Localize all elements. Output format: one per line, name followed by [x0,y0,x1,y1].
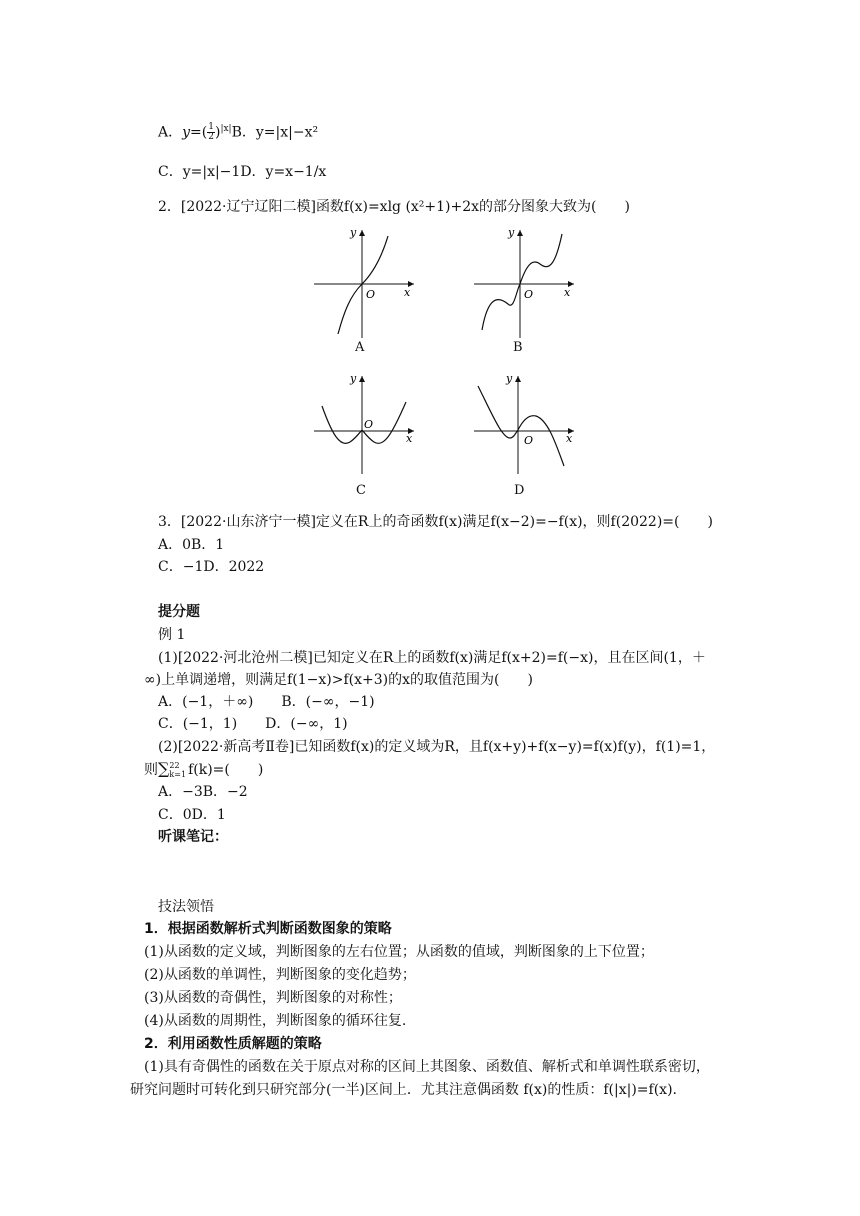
ex1-part2-suffix: f(k)=( ) [188,762,264,778]
graph-b [470,222,580,340]
graph-d-y-label: y [506,372,513,385]
graph-d [470,368,580,478]
graph-a [310,222,420,340]
tips-heading-2: 2．利用函数性质解题的策略 [144,1036,322,1052]
sum-upper: 22 [169,761,180,770]
q2-stem [158,198,630,216]
graph-d-x-label: x [566,432,573,445]
q3-option-c-d: C．−1D．2022 [158,559,265,575]
tips-item-4: (4)从函数的周期性，判断图象的循环往复. [144,1013,407,1029]
graph-d-label: D [514,483,525,498]
q2-source: [2022·辽宁辽阳二模] [180,199,316,215]
ex1-part2-line2: 则∑ 22 k=1 f(k)=( ) [144,759,264,779]
tips-para-2: 研究问题时可转化到只研究部分(一半)区间上．尤其注意偶函数 f(x)的性质：f(|x|)=f(x). [130,1082,677,1098]
graph-a-origin: O [366,288,376,301]
tips-item-1: (1)从函数的定义域，判断图象的左右位置；从函数的值域，判断图象的上下位置； [144,944,654,960]
q3-option-a-b: A．0B．1 [158,537,225,553]
ex1-part1-options-ab: A．(−1，＋∞) B．(−∞，−1) [158,694,375,710]
tips-heading: 技法领悟 [158,899,214,915]
tips-item-2: (2)从函数的单调性，判断图象的变化趋势； [144,967,416,983]
ex1-part2-options-cd: C．0D．1 [158,807,226,823]
ex1-part1-line2: ∞)上单调递增，则满足f(1−x)>f(x+3)的x的取值范围为( ) [144,672,533,688]
graph-c-x-label: x [406,432,413,445]
graph-c-origin: O [364,418,374,431]
q1-option-c-d: C．y=|x|−1D．y=x−1/x [158,164,327,180]
q1-option-a-label: A． [158,124,183,141]
tips-heading-1: 1．根据函数解析式判断函数图象的策略 [144,921,392,937]
ex1-part1-line1: (1)[2022·河北沧州二模]已知定义在R上的函数f(x)满足f(x+2)=f(−x)，且在区间(1，＋ [158,650,706,666]
ex1-part2-line1: (2)[2022·新高考Ⅱ卷]已知函数f(x)的定义域为R，且f(x+y)+f(x−y)=f(x)f(y)，f(1)=1， [158,739,716,755]
graph-a-x-label: x [404,286,411,299]
graph-b-origin: O [524,288,534,301]
ex1-part2-prefix: 则 [144,762,158,778]
tips-item-3: (3)从函数的奇偶性，判断图象的对称性； [144,990,402,1006]
graph-d-origin: O [524,434,534,447]
notes-label: 听课笔记： [158,829,228,845]
sum-lower: k=1 [169,770,187,779]
graph-b-label: B [513,340,523,355]
graph-c-y-label: y [350,372,357,385]
q2-text: 函数f(x)=xlg (x²+1)+2x的部分图象大致为( ) [315,199,630,215]
graph-a-y-label: y [350,226,357,239]
tips-para-1: (1)具有奇偶性的函数在关于原点对称的区间上其图象、函数值、解析式和单调性联系密切， [144,1059,710,1075]
section-title: 提分题 [158,604,200,620]
graph-b-y-label: y [508,226,515,239]
graph-c-label: C [356,483,366,498]
q1-option-a-b: A．y=( $\frac{1}{2}$ )$^{|x|}$B．y=|x|−x² [158,122,319,143]
ex1-part2-options-ab: A．−3B．−2 [158,784,248,800]
q1-option-b: B．y=|x|−x² [231,124,319,141]
example-label: 例 1 [158,627,186,643]
q2-number: 2． [158,199,181,215]
graph-b-x-label: x [564,286,571,299]
graph-c [310,368,420,478]
graph-a-label: A [355,340,365,355]
q3-stem: 3．[2022·山东济宁一模]定义在R上的奇函数f(x)满足f(x−2)=−f(x)，则f(2022)=( ) [158,514,713,530]
ex1-part1-options-cd: C．(−1，1) D．(−∞，1) [158,716,348,732]
